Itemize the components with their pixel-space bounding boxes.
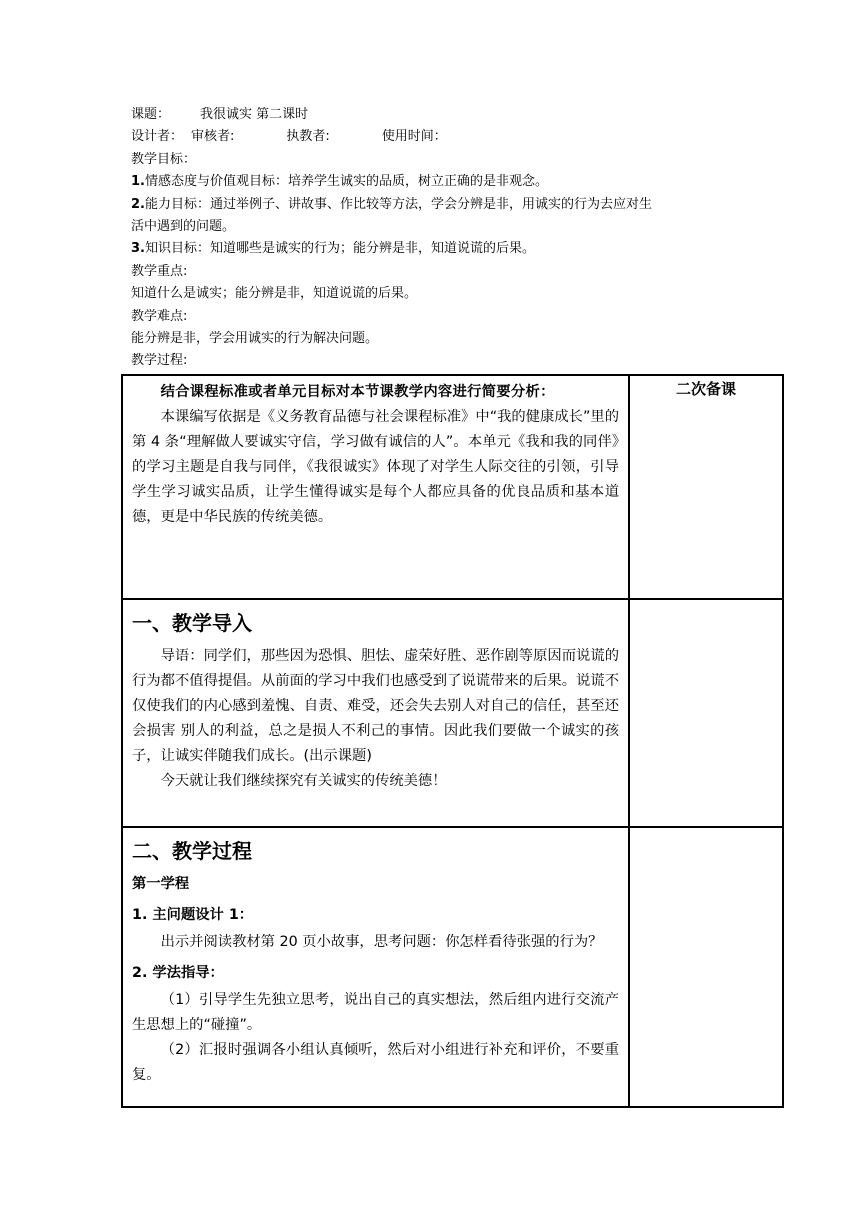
goal-1 [131,171,771,193]
introduction-para-2: 今天就让我们继续探究有关诚实的传统美德！ [160,773,447,789]
reviewer-label: 审核者: [191,129,235,145]
introduction-title: 一、教学导入 [132,611,252,635]
topic-line [131,104,771,126]
second-prep-cell [629,375,783,599]
goal-2-num: 2. [131,196,145,212]
teacher-label: 执教者: [286,129,330,145]
item-1-text: 出示并阅读教材第 20 页小故事，思考问题：你怎样看待张强的行为？ [160,934,603,950]
item-2-title: 2. 学法指导： [132,965,224,981]
analysis-text: 本课编写依据是《义务教育品德与社会课程标准》中“我的健康成长”里的第 4 条“理解做人要诚实守信，学习做有诚信的人”。本单元《我和我的同伴》的学习主题是自我与同伴，《我很诚实》体现了对学生人际交往的引领，引导学生学习诚实品质，让学生懂得诚实是每个人都应具备的优良品质和基本道德，更是中华民族的传统美德。 [132,409,619,525]
goal-1-text: 情感态度与价值观目标：培养学生诚实的品质，树立正确的是非观念。 [144,174,548,190]
difficulties-title: 教学难点: [131,308,188,324]
topic-value: 我很诚实 第二课时 [200,107,309,122]
topic-label: 课题： [131,107,171,122]
goal-2-text-line1: 能力目标：通过举例子、讲故事、作比较等方法，学会分辨是非，用诚实的行为去应对生 [144,196,652,212]
designer-label: 设计者： [131,129,184,145]
key-points-title: 教学重点: [131,263,188,279]
stage-title: 第一学程 [132,876,190,892]
item-2-para-1: （1）引导学生先独立思考，说出自己的真实想法，然后组内进行交流产生思想上的“碰撞”。 [132,992,619,1033]
second-prep-cell-3 [629,827,783,1107]
goal-1-num: 1. [131,174,145,190]
goals-title: 教学目标： [131,151,197,167]
goal-2 [131,194,771,216]
second-prep-cell-2 [629,599,783,827]
goal-3 [131,238,771,260]
staff-line [131,126,771,148]
goal-3-text: 知识目标：知道哪些是诚实的行为；能分辨是非，知道说谎的后果。 [144,241,535,257]
process-cell [122,827,629,1107]
second-prep-header: 二次备课 [675,380,736,398]
analysis-title: 结合课程标准或者单元目标对本节课教学内容进行简要分析： [160,384,555,400]
table-row-analysis [122,375,783,599]
lesson-plan-table [121,374,784,1108]
use-time-label: 使用时间： [381,129,447,145]
key-points-text: 知道什么是诚实；能分辨是非，知道说谎的后果。 [131,286,418,302]
goal-3-num: 3. [131,241,145,257]
goal-2-text-line2: 活中遇到的问题。 [131,219,236,235]
process-title: 教学过程: [131,353,188,369]
item-1-title: 1. 主问题设计 1： [132,907,254,923]
introduction-cell [122,599,629,827]
process-section-title: 二、教学过程 [132,839,252,863]
item-2-para-2: （2）汇报时强调各小组认真倾听，然后对小组进行补充和评价，不要重复。 [132,1042,619,1083]
introduction-para-1: 导语：同学们，那些因为恐惧、胆怯、虚荣好胜、恶作剧等原因而说谎的行为都不值得提倡。从前面的学习中我们也感受到了说谎带来的后果。说谎不仅使我们的内心感到羞愧、自责、难受，还会失去别人对自己的信任，甚至还会损害 别人的利益，总之是损人不利己的事情。因此我们要做一个诚实的孩子，让诚实伴随我们成长。(出示课题) [132,648,619,764]
difficulties-text: 能分辨是非，学会用诚实的行为解决问题。 [131,331,379,347]
analysis-cell [122,375,629,599]
table-row-process [122,827,783,1107]
table-row-introduction [122,599,783,827]
lesson-header [131,104,771,373]
